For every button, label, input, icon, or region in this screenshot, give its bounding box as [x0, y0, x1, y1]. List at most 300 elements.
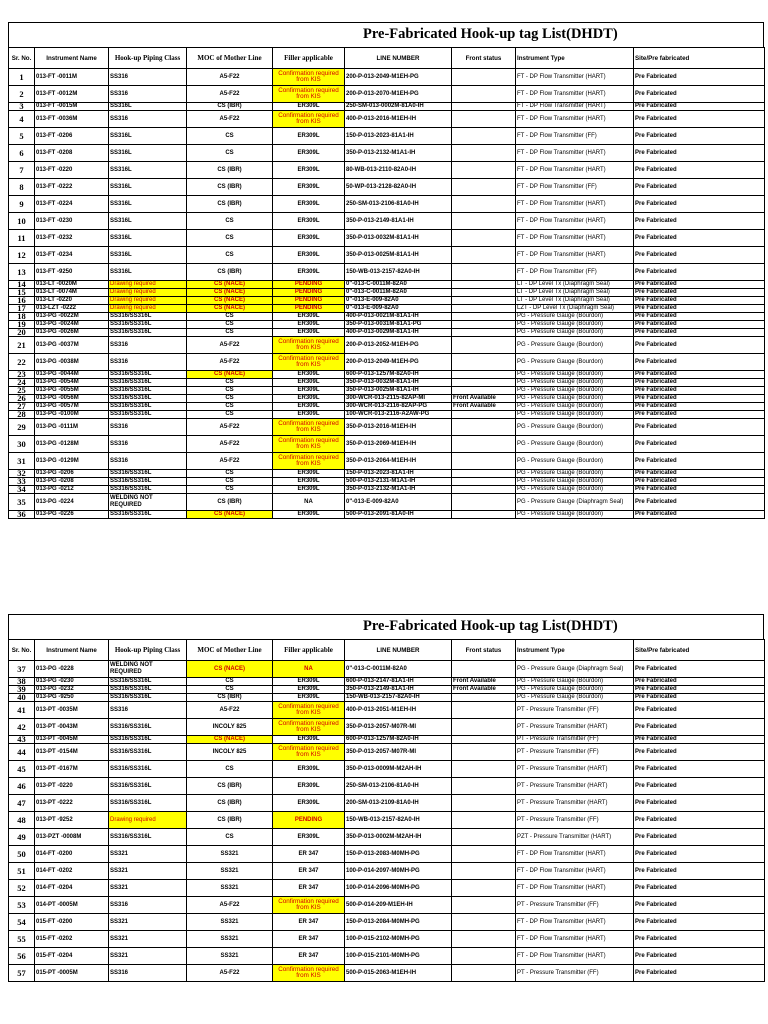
filler-cell: PENDING [273, 305, 345, 313]
row-sr-number: 50 [9, 846, 35, 863]
instrument-name-cell: 013-PT -0220 [35, 778, 109, 795]
moc-cell: CS [187, 761, 273, 778]
site-cell: Pre Fabricated [634, 931, 765, 948]
table-row [9, 761, 765, 778]
line-number-cell: 150-P-013-2083-M0MH-PG [345, 846, 452, 863]
instrument-name-cell: 013-PG -0232 [35, 686, 109, 694]
site-cell: Pre Fabricated [634, 179, 765, 196]
header-instrument-name: Instrument Name [35, 48, 109, 69]
row-sr-number: 3 [9, 103, 35, 111]
line-number-cell: 350-P-013-0025M-81A1-IH [345, 247, 452, 264]
instrument-name-cell: 013-PG -0056M [35, 395, 109, 403]
table-row [9, 686, 765, 694]
site-cell: Pre Fabricated [634, 702, 765, 719]
table-row [9, 436, 765, 453]
filler-cell: ER309L [273, 371, 345, 379]
filler-cell: ER309L [273, 411, 345, 419]
site-cell: Pre Fabricated [634, 86, 765, 103]
site-cell: Pre Fabricated [634, 379, 765, 387]
instrument-type-cell: PG - Pressure Gauge (Bourdon) [516, 694, 634, 702]
instrument-name-cell: 013-PG -9250 [35, 694, 109, 702]
instrument-type-cell: PT - Pressure Transmitter (HART) [516, 778, 634, 795]
row-sr-number: 45 [9, 761, 35, 778]
piping-class-cell: SS316/SS316L [109, 379, 187, 387]
site-cell: Pre Fabricated [634, 247, 765, 264]
header-front-status: Front status [452, 48, 516, 69]
site-cell: Pre Fabricated [634, 744, 765, 761]
instrument-type-cell: FT - DP Flow Transmitter (HART) [516, 111, 634, 128]
table-row [9, 880, 765, 897]
moc-cell: CS [187, 247, 273, 264]
front-status-cell [452, 213, 516, 230]
site-cell: Pre Fabricated [634, 678, 765, 686]
piping-class-cell: SS316/SS316L [109, 795, 187, 812]
site-cell: Pre Fabricated [634, 403, 765, 411]
front-status-cell [452, 744, 516, 761]
piping-class-cell: SS321 [109, 931, 187, 948]
table-row [9, 661, 765, 678]
line-number-cell: 200-P-013-2049-M1EH-PG [345, 69, 452, 86]
moc-cell: CS (IBR) [187, 264, 273, 281]
piping-class-cell: SS316L [109, 103, 187, 111]
line-number-cell: 350-P-013-0025M-81A1-IH [345, 387, 452, 395]
filler-cell: ER309L [273, 761, 345, 778]
line-number-cell: 400-P-013-0021M-81A1-IH [345, 313, 452, 321]
instrument-type-cell: FT - DP Flow Transmitter (FF) [516, 264, 634, 281]
table-row [9, 736, 765, 744]
instrument-type-cell: PT - Pressure Transmitter (FF) [516, 702, 634, 719]
piping-class-cell: SS316L [109, 179, 187, 196]
instrument-type-cell: PG - Pressure Gauge (Bourdon) [516, 436, 634, 453]
site-cell: Pre Fabricated [634, 778, 765, 795]
table-row [9, 411, 765, 419]
table-row [9, 337, 765, 354]
filler-cell: Confirmation required from KIS [273, 436, 345, 453]
moc-cell: CS [187, 678, 273, 686]
sheet-title-bar [8, 614, 764, 639]
piping-class-cell: SS321 [109, 863, 187, 880]
filler-cell: ER 347 [273, 948, 345, 965]
row-sr-number: 17 [9, 305, 35, 313]
piping-class-cell: SS321 [109, 846, 187, 863]
instrument-type-cell: FT - DP Flow Transmitter (HART) [516, 880, 634, 897]
instrument-name-cell: 013-PG -0026M [35, 329, 109, 337]
header-instrument-name: Instrument Name [35, 640, 109, 661]
filler-cell: ER309L [273, 829, 345, 846]
piping-class-cell: WELDING NOT REQUIRED [109, 661, 187, 678]
moc-cell: A5-F22 [187, 419, 273, 436]
front-status-cell [452, 305, 516, 313]
row-sr-number: 2 [9, 86, 35, 103]
filler-cell: ER309L [273, 196, 345, 213]
filler-cell: ER309L [273, 379, 345, 387]
front-status-cell [452, 948, 516, 965]
tag-list-sheet-2 [8, 614, 764, 982]
table-row [9, 914, 765, 931]
line-number-cell: 300-WCR-013-2116-82AP-PG [345, 403, 452, 411]
table-row [9, 478, 765, 486]
row-sr-number: 46 [9, 778, 35, 795]
moc-cell: CS (IBR) [187, 795, 273, 812]
row-sr-number: 8 [9, 179, 35, 196]
piping-class-cell: SS316/SS316L [109, 486, 187, 494]
piping-class-cell: SS316 [109, 69, 187, 86]
moc-cell: CS [187, 321, 273, 329]
site-cell: Pre Fabricated [634, 419, 765, 436]
front-status-cell [452, 145, 516, 162]
table-row [9, 453, 765, 470]
instrument-name-cell: 013-PT -0043M [35, 719, 109, 736]
instrument-type-cell: PT - Pressure Transmitter (FF) [516, 744, 634, 761]
table-row [9, 863, 765, 880]
instrument-name-cell: 013-PG -0024M [35, 321, 109, 329]
filler-cell: Confirmation required from KIS [273, 453, 345, 470]
instrument-type-cell: PG - Pressure Gauge (Diaphragm Seal) [516, 661, 634, 678]
header-moc: MOC of Mother Line [187, 640, 273, 661]
site-cell: Pre Fabricated [634, 829, 765, 846]
front-status-cell [452, 761, 516, 778]
instrument-type-cell: PG - Pressure Gauge (Bourdon) [516, 478, 634, 486]
front-status-cell [452, 111, 516, 128]
row-sr-number: 15 [9, 289, 35, 297]
instrument-type-cell: FT - DP Flow Transmitter (HART) [516, 931, 634, 948]
instrument-type-cell: PG - Pressure Gauge (Bourdon) [516, 337, 634, 354]
header-piping-class: Hook-up Piping Class [109, 640, 187, 661]
instrument-type-cell: PG - Pressure Gauge (Bourdon) [516, 354, 634, 371]
front-status-cell [452, 880, 516, 897]
line-number-cell: 400-P-013-2051-M1EH-IH [345, 702, 452, 719]
moc-cell: CS [187, 686, 273, 694]
front-status-cell [452, 313, 516, 321]
line-number-cell: 250-SM-013-2106-81A0-IH [345, 196, 452, 213]
line-number-cell: 350-P-013-2064-M1EH-IH [345, 453, 452, 470]
front-status-cell [452, 387, 516, 395]
filler-cell: PENDING [273, 289, 345, 297]
table-row [9, 403, 765, 411]
instrument-type-cell: FT - DP Flow Transmitter (HART) [516, 914, 634, 931]
instrument-name-cell: 013-LZT -0222 [35, 305, 109, 313]
header-filler: Filler applicable [273, 48, 345, 69]
instrument-name-cell: 013-PG -0208 [35, 478, 109, 486]
table-row [9, 778, 765, 795]
piping-class-cell: SS316/SS316L [109, 719, 187, 736]
moc-cell: INCOLY 825 [187, 744, 273, 761]
instrument-type-cell: FT - DP Flow Transmitter (HART) [516, 86, 634, 103]
line-number-cell: 150-P-013-2023-81A1-IH [345, 128, 452, 145]
instrument-type-cell: LT - DP Level Tx (Diaphragm Seal) [516, 297, 634, 305]
filler-cell: ER309L [273, 313, 345, 321]
instrument-type-cell: FT - DP Flow Transmitter (HART) [516, 162, 634, 179]
line-number-cell: 350-P-013-2016-M1EH-IH [345, 419, 452, 436]
piping-class-cell: SS316/SS316L [109, 761, 187, 778]
instrument-type-cell: PZT - Pressure Transmitter (HART) [516, 829, 634, 846]
table-row [9, 494, 765, 511]
front-status-cell [452, 795, 516, 812]
line-number-cell: 400-P-013-0029M-81A1-IH [345, 329, 452, 337]
site-cell: Pre Fabricated [634, 736, 765, 744]
instrument-name-cell: 013-PG -0100M [35, 411, 109, 419]
line-number-cell: 0"-013-E-009-82A0 [345, 297, 452, 305]
moc-cell: CS (IBR) [187, 162, 273, 179]
piping-class-cell: SS316L [109, 128, 187, 145]
site-cell: Pre Fabricated [634, 686, 765, 694]
line-number-cell: 150-P-013-2023-81A1-IH [345, 470, 452, 478]
instrument-name-cell: 013-PT -0222 [35, 795, 109, 812]
row-sr-number: 53 [9, 897, 35, 914]
moc-cell: SS321 [187, 880, 273, 897]
table-row [9, 128, 765, 145]
instrument-name-cell: 013-PG -0055M [35, 387, 109, 395]
site-cell: Pre Fabricated [634, 337, 765, 354]
moc-cell: CS (NACE) [187, 736, 273, 744]
piping-class-cell: SS316/SS316L [109, 829, 187, 846]
piping-class-cell: SS316 [109, 86, 187, 103]
line-number-cell: 150-WB-013-2157-82A0-IH [345, 812, 452, 829]
site-cell: Pre Fabricated [634, 719, 765, 736]
row-sr-number: 34 [9, 486, 35, 494]
header-filler: Filler applicable [273, 640, 345, 661]
row-sr-number: 24 [9, 379, 35, 387]
site-cell: Pre Fabricated [634, 264, 765, 281]
row-sr-number: 33 [9, 478, 35, 486]
piping-class-cell: Drawing required [109, 297, 187, 305]
front-status-cell [452, 661, 516, 678]
moc-cell: CS [187, 403, 273, 411]
table-row [9, 470, 765, 478]
front-status-cell [452, 128, 516, 145]
piping-class-cell: SS316 [109, 419, 187, 436]
instrument-name-cell: 013-FT -0206 [35, 128, 109, 145]
site-cell: Pre Fabricated [634, 863, 765, 880]
piping-class-cell: SS316 [109, 337, 187, 354]
row-sr-number: 54 [9, 914, 35, 931]
moc-cell: CS (IBR) [187, 694, 273, 702]
filler-cell: Confirmation required from KIS [273, 111, 345, 128]
site-cell: Pre Fabricated [634, 511, 765, 519]
tag-table [8, 639, 765, 982]
filler-cell: ER309L [273, 247, 345, 264]
front-status-cell [452, 965, 516, 982]
filler-cell: ER 347 [273, 846, 345, 863]
row-sr-number: 19 [9, 321, 35, 329]
moc-cell: A5-F22 [187, 86, 273, 103]
front-status-cell [452, 478, 516, 486]
piping-class-cell: Drawing required [109, 281, 187, 289]
site-cell: Pre Fabricated [634, 948, 765, 965]
filler-cell: ER 347 [273, 931, 345, 948]
instrument-name-cell: 013-PG -0230 [35, 678, 109, 686]
instrument-type-cell: FT - DP Flow Transmitter (HART) [516, 145, 634, 162]
sheet-title: Pre-Fabricated Hook-up tag List(DHDT) [363, 26, 618, 42]
header-sr: Sr. No. [9, 48, 35, 69]
instrument-type-cell: PG - Pressure Gauge (Bourdon) [516, 453, 634, 470]
site-cell: Pre Fabricated [634, 371, 765, 379]
moc-cell: A5-F22 [187, 111, 273, 128]
moc-cell: CS [187, 145, 273, 162]
site-cell: Pre Fabricated [634, 694, 765, 702]
line-number-cell: 0"-013-C-0011M-82A0 [345, 289, 452, 297]
piping-class-cell: SS316/SS316L [109, 411, 187, 419]
moc-cell: A5-F22 [187, 702, 273, 719]
instrument-name-cell: 014-FT -0200 [35, 846, 109, 863]
instrument-type-cell: PG - Pressure Gauge (Bourdon) [516, 419, 634, 436]
row-sr-number: 30 [9, 436, 35, 453]
piping-class-cell: SS316 [109, 453, 187, 470]
site-cell: Pre Fabricated [634, 69, 765, 86]
moc-cell: A5-F22 [187, 897, 273, 914]
site-cell: Pre Fabricated [634, 411, 765, 419]
header-piping-class: Hook-up Piping Class [109, 48, 187, 69]
front-status-cell [452, 863, 516, 880]
filler-cell: ER309L [273, 778, 345, 795]
front-status-cell [452, 289, 516, 297]
instrument-name-cell: 013-PG -0224 [35, 494, 109, 511]
line-number-cell: 350-P-013-2057-M07R-MI [345, 744, 452, 761]
filler-cell: PENDING [273, 297, 345, 305]
header-line-number: LINE NUMBER [345, 640, 452, 661]
table-row [9, 69, 765, 86]
filler-cell: PENDING [273, 812, 345, 829]
line-number-cell: 350-P-013-0009M-M2AH-IH [345, 761, 452, 778]
piping-class-cell: SS316/SS316L [109, 736, 187, 744]
line-number-cell: 250-SM-013-2106-81A0-IH [345, 778, 452, 795]
instrument-name-cell: 013-FT -0208 [35, 145, 109, 162]
site-cell: Pre Fabricated [634, 162, 765, 179]
row-sr-number: 41 [9, 702, 35, 719]
filler-cell: ER309L [273, 470, 345, 478]
table-row [9, 812, 765, 829]
moc-cell: CS [187, 387, 273, 395]
instrument-type-cell: PG - Pressure Gauge (Bourdon) [516, 321, 634, 329]
line-number-cell: 350-P-013-2069-M1EH-IH [345, 436, 452, 453]
instrument-name-cell: 015-PT -0005M [35, 965, 109, 982]
moc-cell: CS (IBR) [187, 812, 273, 829]
filler-cell: ER309L [273, 478, 345, 486]
instrument-name-cell: 013-PG -0022M [35, 313, 109, 321]
moc-cell: CS (IBR) [187, 778, 273, 795]
piping-class-cell: SS316L [109, 264, 187, 281]
header-row [9, 640, 765, 661]
header-site: Site/Pre fabricated [634, 48, 765, 69]
piping-class-cell: SS316L [109, 145, 187, 162]
row-sr-number: 56 [9, 948, 35, 965]
table-row [9, 329, 765, 337]
piping-class-cell: Drawing required [109, 289, 187, 297]
line-number-cell: 50-WP-013-2128-82A0-IH [345, 179, 452, 196]
instrument-type-cell: PG - Pressure Gauge (Bourdon) [516, 486, 634, 494]
front-status-cell [452, 329, 516, 337]
instrument-name-cell: 013-PZT -0008M [35, 829, 109, 846]
instrument-type-cell: PT - Pressure Transmitter (HART) [516, 761, 634, 778]
site-cell: Pre Fabricated [634, 213, 765, 230]
moc-cell: A5-F22 [187, 965, 273, 982]
filler-cell: ER309L [273, 694, 345, 702]
instrument-type-cell: FT - DP Flow Transmitter (HART) [516, 213, 634, 230]
moc-cell: SS321 [187, 863, 273, 880]
front-status-cell [452, 379, 516, 387]
line-number-cell: 80-WB-013-2110-82A0-IH [345, 162, 452, 179]
line-number-cell: 600-P-013-1257M-82A0-IH [345, 371, 452, 379]
instrument-name-cell: 013-PG -0206 [35, 470, 109, 478]
instrument-name-cell: 013-PT -0154M [35, 744, 109, 761]
instrument-name-cell: 013-FT -0012M [35, 86, 109, 103]
instrument-name-cell: 013-LT -0220 [35, 297, 109, 305]
table-row [9, 694, 765, 702]
front-status-cell [452, 103, 516, 111]
piping-class-cell: SS316/SS316L [109, 511, 187, 519]
sheet-title: Pre-Fabricated Hook-up tag List(DHDT) [363, 618, 618, 634]
table-row [9, 395, 765, 403]
instrument-type-cell: PG - Pressure Gauge (Diaphragm Seal) [516, 494, 634, 511]
table-row [9, 264, 765, 281]
filler-cell: ER309L [273, 230, 345, 247]
front-status-cell [452, 419, 516, 436]
line-number-cell: 0"-013-C-0011M-82A0 [345, 661, 452, 678]
table-row [9, 313, 765, 321]
moc-cell: CS (NACE) [187, 289, 273, 297]
moc-cell: CS [187, 486, 273, 494]
instrument-type-cell: PG - Pressure Gauge (Bourdon) [516, 379, 634, 387]
instrument-type-cell: FT - DP Flow Transmitter (HART) [516, 863, 634, 880]
filler-cell: ER309L [273, 321, 345, 329]
filler-cell: ER309L [273, 486, 345, 494]
table-row [9, 486, 765, 494]
header-sr: Sr. No. [9, 640, 35, 661]
instrument-name-cell: 013-FT -9250 [35, 264, 109, 281]
site-cell: Pre Fabricated [634, 387, 765, 395]
filler-cell: ER309L [273, 736, 345, 744]
instrument-type-cell: PT - Pressure Transmitter (HART) [516, 795, 634, 812]
filler-cell: ER309L [273, 145, 345, 162]
line-number-cell: 200-SM-013-2109-81A0-IH [345, 795, 452, 812]
site-cell: Pre Fabricated [634, 453, 765, 470]
moc-cell: A5-F22 [187, 69, 273, 86]
piping-class-cell: SS316/SS316L [109, 313, 187, 321]
filler-cell: ER 347 [273, 914, 345, 931]
line-number-cell: 200-P-013-2049-M1EH-PG [345, 354, 452, 371]
instrument-type-cell: PG - Pressure Gauge (Bourdon) [516, 329, 634, 337]
site-cell: Pre Fabricated [634, 196, 765, 213]
piping-class-cell: SS316/SS316L [109, 470, 187, 478]
moc-cell: CS (NACE) [187, 371, 273, 379]
row-sr-number: 12 [9, 247, 35, 264]
front-status-cell [452, 470, 516, 478]
line-number-cell: 500-P-013-2091-81A0-IH [345, 511, 452, 519]
table-row [9, 387, 765, 395]
moc-cell: CS (IBR) [187, 179, 273, 196]
table-row [9, 86, 765, 103]
instrument-type-cell: FT - DP Flow Transmitter (HART) [516, 69, 634, 86]
filler-cell: PENDING [273, 281, 345, 289]
row-sr-number: 20 [9, 329, 35, 337]
front-status-cell [452, 162, 516, 179]
filler-cell: ER309L [273, 128, 345, 145]
site-cell: Pre Fabricated [634, 478, 765, 486]
row-sr-number: 48 [9, 812, 35, 829]
moc-cell: CS (IBR) [187, 103, 273, 111]
row-sr-number: 11 [9, 230, 35, 247]
instrument-type-cell: PT - Pressure Transmitter (FF) [516, 897, 634, 914]
row-sr-number: 39 [9, 686, 35, 694]
site-cell: Pre Fabricated [634, 795, 765, 812]
instrument-name-cell: 015-FT -0204 [35, 948, 109, 965]
front-status-cell [452, 846, 516, 863]
instrument-name-cell: 013-LT -0074M [35, 289, 109, 297]
moc-cell: CS [187, 395, 273, 403]
moc-cell: CS (NACE) [187, 297, 273, 305]
tag-list-sheet-1 [8, 22, 764, 519]
instrument-type-cell: FT - DP Flow Transmitter (HART) [516, 230, 634, 247]
